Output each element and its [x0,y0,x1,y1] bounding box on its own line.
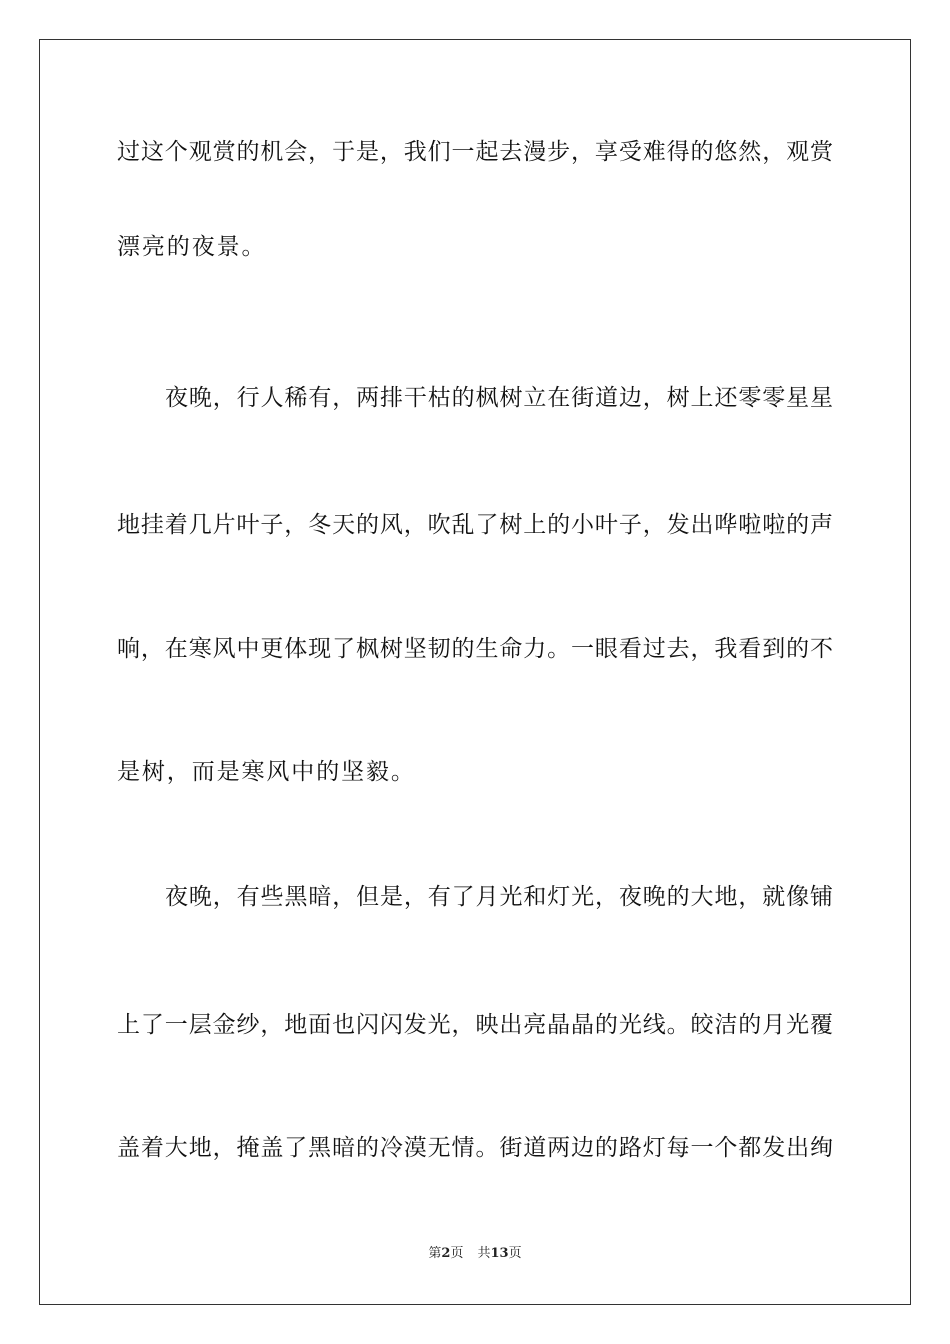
paragraph-line: 盖着大地，掩盖了黑暗的冷漠无情。街道两边的路灯每一个都发出绚 [117,1135,833,1161]
page-frame [39,39,911,1305]
total-label-prefix: 共 [477,1246,491,1261]
paragraph-line: 响，在寒风中更体现了枫树坚韧的生命力。一眼看过去，我看到的不 [117,636,833,662]
page-number: 2 [441,1246,451,1261]
paragraph-line: 地挂着几片叶子，冬天的风，吹乱了树上的小叶子，发出哗啦啦的声 [117,512,833,538]
page-footer [0,1245,950,1263]
paragraph-line: 夜晚，有些黑暗，但是，有了月光和灯光，夜晚的大地，就像铺 [165,884,833,910]
total-pages: 13 [490,1246,509,1261]
total-label-suffix: 页 [508,1246,522,1261]
paragraph-line: 是树，而是寒风中的坚毅。 [117,759,416,785]
page-label-suffix: 页 [450,1246,464,1261]
page-label-prefix: 第 [428,1246,442,1261]
paragraph-line: 上了一层金纱，地面也闪闪发光，映出亮晶晶的光线。皎洁的月光覆 [117,1012,833,1038]
paragraph-line: 夜晚，行人稀有，两排干枯的枫树立在街道边，树上还零零星星 [165,385,833,411]
paragraph-line: 过这个观赏的机会，于是，我们一起去漫步，享受难得的悠然，观赏 [117,139,833,165]
paragraph-line: 漂亮的夜景。 [117,234,267,260]
